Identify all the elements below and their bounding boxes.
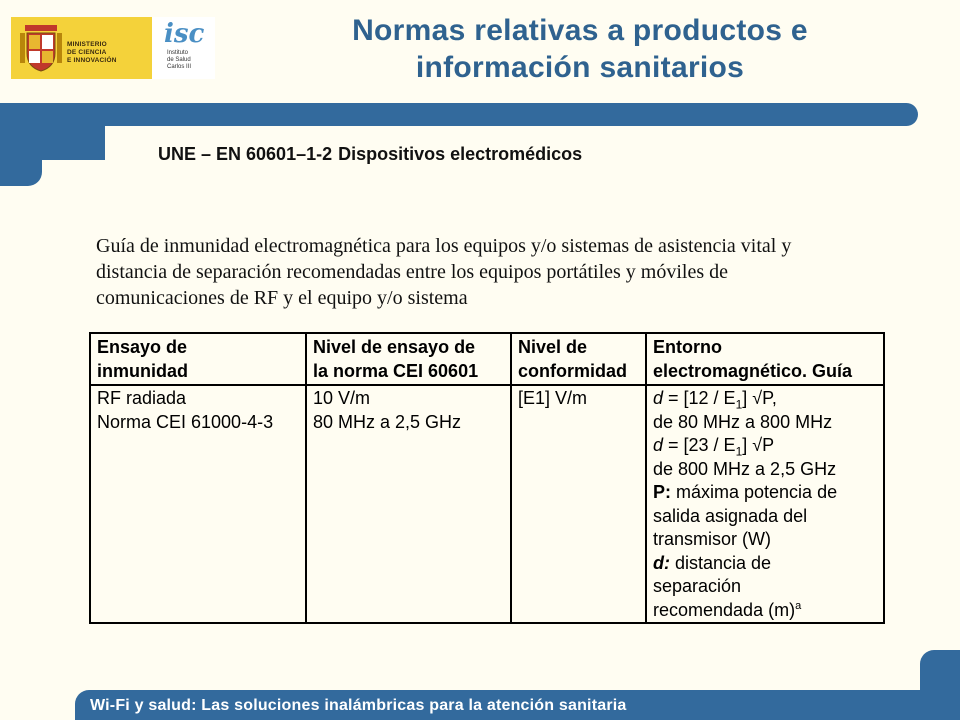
isciii-logo [152,17,215,79]
formula-2: $d = [23 / E_1]$ √P [653,435,775,459]
standard-code: UNE – EN 60601–1-2 [158,144,333,164]
intro-paragraph: Guía de inmunidad electromagnética para los equipos y/o sistemas de asistencia vital y distancia de separación recomendadas entre los equipos portátiles y móviles de comunicaciones de RF y el equipo y/o sistema [96,235,792,309]
isciii-mark: isc [164,19,205,49]
cell-level: 10 V/m 80 MHz a 2,5 GHz [306,385,511,623]
header-test: Ensayo de inmunidad [90,333,306,385]
footer-text: Wi-Fi y salud: Las soluciones inalámbricas para la atención sanitaria [90,697,627,714]
header-guidance: Entorno electromagnético. Guía [646,333,884,385]
header-compliance: Nivel de conformidad [511,333,646,385]
standard-topic: Dispositivos electromédicos [338,144,583,164]
left-accent-flap [0,126,105,160]
immunity-table [89,332,885,624]
ministerio-logo [11,17,152,79]
header-level: Nivel de ensayo de la norma CEI 60601 [306,333,511,385]
ministerio-logo-text: MINISTERIO DE CIENCIA E INNOVACIÓN [67,41,117,64]
isciii-logo-text: Instituto de Salud Carlos III [167,50,192,70]
cell-compliance: [E1] V/m [511,385,646,623]
cell-test: RF radiada Norma CEI 61000-4-3 [90,385,306,623]
header-divider-bar [0,103,918,126]
footer-corner-accent [920,650,960,690]
cell-guidance: $d = [12 / E_1]$ √P, de 80 MHz a 800 MHz $d = [23 / E_1]$ √P de 800 MHz a 2,5 GHz P: máxima potencia de salida asignada del transmisor (W) d: distancia de separación recomendada $(m)^a$ [646,385,884,623]
slide-subtitle [158,144,582,165]
table-header-row [90,333,884,385]
coat-of-arms-icon [19,23,63,73]
formula-1: $d = [12 / E_1]$ √P, [653,388,777,412]
page-title: Normas relativas a productos e información sanitarios [352,14,808,84]
left-accent-tail [0,160,42,186]
table-row [90,385,884,623]
